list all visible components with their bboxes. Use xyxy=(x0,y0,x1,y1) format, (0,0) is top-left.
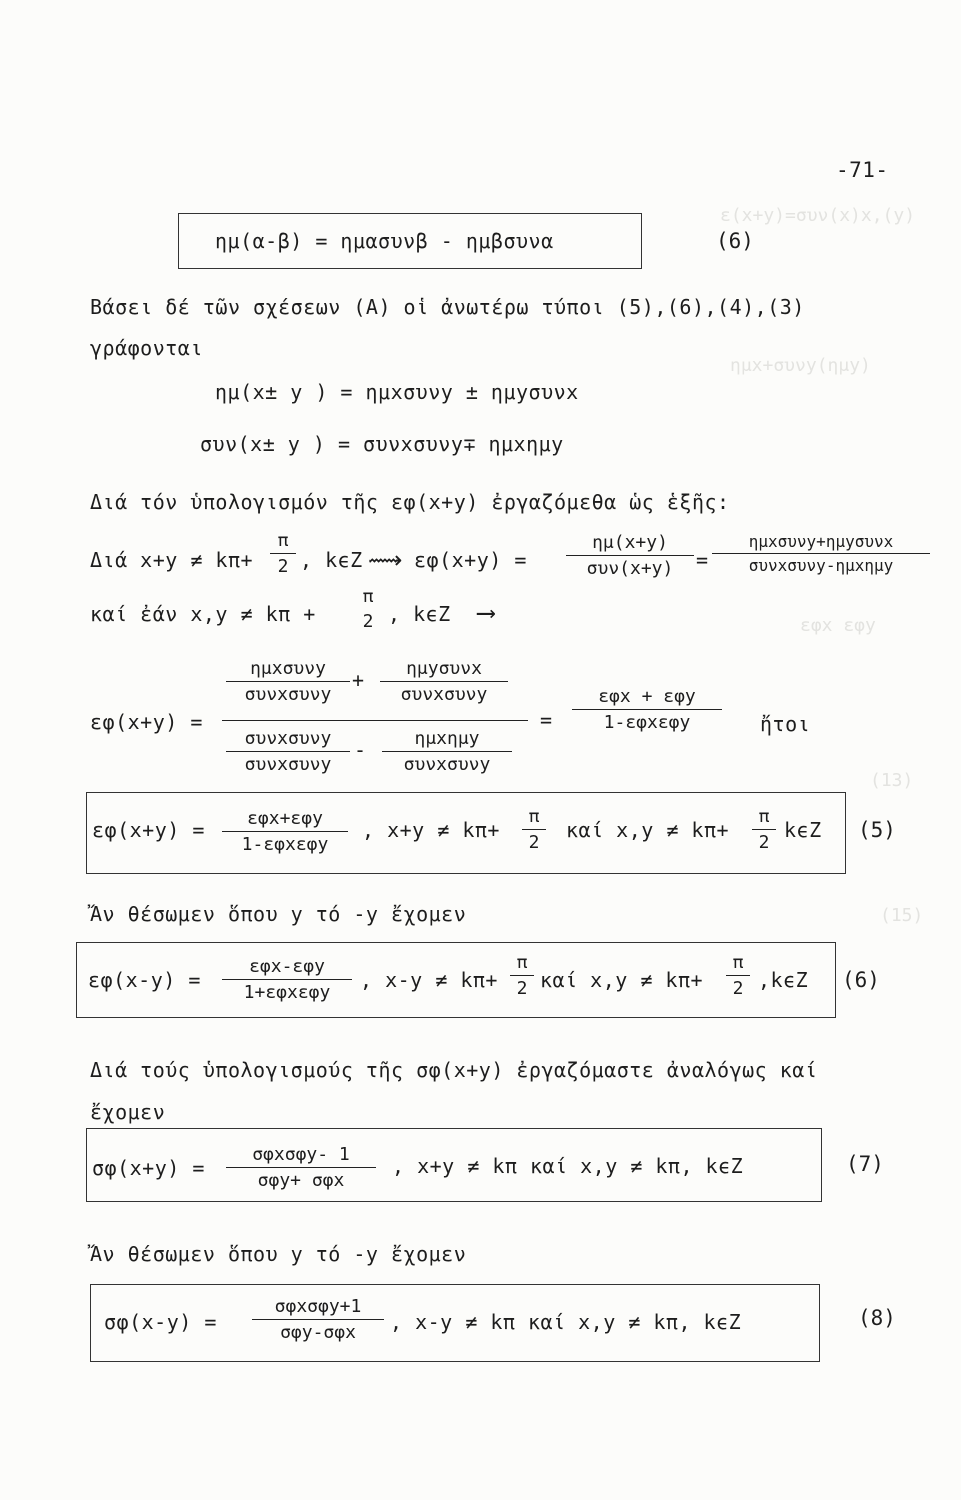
pi-over-two-fraction xyxy=(356,586,380,632)
plus-minus-symbol: ± xyxy=(465,380,479,404)
denominator-term-1 xyxy=(226,728,350,775)
intro-line-2: γράφονται xyxy=(90,336,203,360)
equation-number-6: (6) xyxy=(842,968,880,992)
fraction-denominator: συνxσυνy xyxy=(400,684,488,705)
tangent-calculation-intro: Διά τόν ὑπολογισμόν τῆς εφ(x+y) ἐργαζόμεθα ὡς ἑξῆς: xyxy=(90,490,730,514)
plus-minus-symbol: ± xyxy=(265,380,278,404)
tangent-result-fraction xyxy=(572,686,722,733)
eq6-fraction xyxy=(222,956,352,1003)
sine-over-cosine-fraction xyxy=(566,532,694,579)
fraction-numerator: ημxσυνy+ημyσυνx xyxy=(712,532,930,554)
equation-number-5: (5) xyxy=(858,818,896,842)
cosine-sum-formula xyxy=(200,432,564,456)
fraction-numerator: π xyxy=(726,952,750,976)
condition-1-prefix: Διά x+y ≠ kπ+ xyxy=(90,548,254,572)
fraction-denominator: 2 xyxy=(516,978,528,999)
fraction-numerator: εφx-εφy xyxy=(222,956,352,980)
cosine-sum-lhs: συν(x xyxy=(200,432,263,456)
pi-over-two-fraction xyxy=(522,806,546,853)
eq5-lhs: εφ(x+y) = xyxy=(92,818,205,842)
eq6-lhs: εφ(x-y) = xyxy=(88,968,201,992)
equals-sign: = xyxy=(540,708,553,732)
intro-line-1: Βάσει δέ τῶν σχέσεων (Α) οἱ ἀνωτέρω τύποι (5),(6),(4),(3) xyxy=(90,295,805,319)
plus-sign: + xyxy=(352,668,365,692)
eq5-fraction xyxy=(222,808,348,855)
fraction-numerator: π xyxy=(752,806,776,830)
cotangent-intro-line-2: ἔχομεν xyxy=(90,1100,166,1124)
fraction-denominator: συνxσυνy xyxy=(244,684,332,705)
equation-number-8: (8) xyxy=(858,1306,896,1330)
eq5-condition-a: , x+y ≠ kπ+ xyxy=(362,818,500,842)
fraction-denominator: σφy-σφx xyxy=(280,1322,356,1343)
fraction-numerator: σφxσφy+1 xyxy=(252,1296,384,1320)
pi-over-two-fraction xyxy=(752,806,776,853)
fraction-denominator: 1+εφxεφy xyxy=(243,982,331,1003)
eq8-fraction xyxy=(252,1296,384,1343)
fraction-numerator: ημxημy xyxy=(382,728,512,752)
eq7-lhs: σφ(x+y) = xyxy=(92,1156,205,1180)
pi-over-two-fraction xyxy=(510,952,534,999)
plus-minus-symbol: ± xyxy=(262,432,276,456)
fraction-denominator: συνxσυνy xyxy=(244,754,332,775)
fraction-denominator: 1-εφxεφy xyxy=(603,712,691,733)
fraction-denominator: 2 xyxy=(758,832,770,853)
main-fraction-bar xyxy=(222,720,528,721)
expanded-tangent-fraction xyxy=(712,532,930,575)
fraction-numerator: εφx + εφy xyxy=(572,686,722,710)
formula-sine-difference: ημ(α-β) = ημασυνβ - ημβσυνα xyxy=(215,229,554,253)
cosine-sum-middle: y ) = συνxσυνy xyxy=(275,432,464,456)
fraction-numerator: ημyσυνx xyxy=(380,658,508,682)
minus-plus-symbol: ∓ xyxy=(463,432,476,456)
denominator-term-2 xyxy=(382,728,512,775)
eq5-condition-b: καί x,y ≠ kπ+ xyxy=(566,818,730,842)
document-page: ε(x+y)=συν(x)x,(y) ημx+συνy(ημy) εφx εφy (13) (15) -71- ημ(α-β) = ημασυνβ - ημβσυνα (6) Βάσει δέ τῶν σχέσεων (Α) οἱ ἀνωτέρω τύποι (5),(6),(4),(3) γράφονται ημ(x± y ) = ημxσυνy ± ημyσυνx συν(x± y ) = συνxσυνy∓ ημxημy Διά τόν ὑπολογισμόν τῆς εφ(x+y) ἐργαζόμεθα ὡς ἑξῆς: Διά x+y ≠ kπ+ $\frac{\pi}{2}$ , kϵZ ⟿ εφ(x+y) = ημ(x+y) συν(x+y) = ημxσυνy+ημyσυνx συνxσυνy-ημxημy καί ἐάν x,y ≠ kπ + π 2 , kϵZ ⟶ εφ(x+y) = ημxσυνy συνxσυνy + ημyσυνx συνxσυνy συνxσυνy συνxσυνy - ημxημy συνxσυνy = εφx + εφy 1-εφxεφy ἤτοι εφ(x+y) = εφx+εφy 1-εφxεφy , x+y ≠ kπ+ $\frac{\pi}{2}$ καί x,y ≠ kπ+ $\frac{\pi}{2}$ kϵZ (5) Ἄν θέσωμεν ὅπου y τό -y ἔχομεν εφ(x-y) = εφx-εφy 1+εφxεφy , x-y ≠ kπ+ $\frac{\pi}{2}$ καί x,y ≠ kπ+ $\frac{\pi}{2}$ ,kϵZ (6) Διά τούς ὑπολογισμούς τῆς σφ(x+y) ἐργαζόμαστε ἀναλόγως καί ἔχομεν σφ(x+y) = σφxσφy- 1 σφy+ σφx , x+y ≠ kπ καί x,y ≠ kπ, kϵZ (7) Ἄν θέσωμεν ὅπου y τό -y ἔχομεν σφ(x-y) = σφxσφy+1 σφy-σφx , x-y ≠ kπ καί x,y ≠ kπ, kϵZ (8) xyxy=(0,0,961,1500)
arrow-icon: ⟿ xyxy=(368,546,403,574)
fraction-denominator: σφy+ σφx xyxy=(257,1170,345,1191)
eq6-condition-a: , x-y ≠ kπ+ xyxy=(360,968,498,992)
sine-sum-middle: y ) = ημxσυνy xyxy=(277,380,466,404)
fraction-denominator: 2 xyxy=(277,556,289,577)
eq7-fraction xyxy=(226,1144,376,1191)
eq6-condition-b: καί x,y ≠ kπ+ xyxy=(540,968,704,992)
eq7-condition: , x+y ≠ kπ καί x,y ≠ kπ, kϵZ xyxy=(392,1154,744,1178)
cotangent-intro-line-1: Διά τούς ὑπολογισμούς τῆς σφ(x+y) ἐργαζόμαστε ἀναλόγως καί xyxy=(90,1058,818,1082)
condition-2-kz: , kϵZ xyxy=(388,602,451,626)
big-fraction-lhs: εφ(x+y) = xyxy=(90,710,203,734)
pi-over-two-fraction xyxy=(726,952,750,999)
eq8-lhs: σφ(x-y) = xyxy=(104,1310,217,1334)
sine-sum-formula xyxy=(215,380,579,404)
minus-sign: - xyxy=(354,738,367,762)
sine-sum-lhs: ημ(x xyxy=(215,380,266,404)
word-itoi: ἤτοι xyxy=(760,712,811,736)
condition-2-prefix: καί ἐάν x,y ≠ kπ + xyxy=(90,602,316,626)
fraction-numerator: π xyxy=(270,530,296,554)
numerator-term-1 xyxy=(226,658,350,705)
fraction-denominator: 2 xyxy=(732,978,744,999)
fraction-numerator: εφx+εφy xyxy=(222,808,348,832)
condition-1-tangent: εφ(x+y) = xyxy=(414,548,527,572)
page-number: -71- xyxy=(836,158,889,182)
equation-number-7: (7) xyxy=(846,1152,884,1176)
equation-number-6a: (6) xyxy=(716,229,754,253)
fraction-denominator: συνxσυνy-ημxημy xyxy=(748,556,894,575)
arrow-icon: ⟶ xyxy=(478,598,495,628)
condition-1-kz: , kϵZ xyxy=(300,548,363,572)
fraction-numerator: ημ(x+y) xyxy=(566,532,694,556)
fraction-numerator: π xyxy=(510,952,534,976)
fraction-denominator: 2 xyxy=(528,832,540,853)
pi-over-two-fraction xyxy=(270,530,296,577)
fraction-numerator: σφxσφy- 1 xyxy=(226,1144,376,1168)
substitution-line-1: Ἄν θέσωμεν ὅπου y τό -y ἔχομεν xyxy=(90,902,467,926)
numerator-term-2 xyxy=(380,658,508,705)
eq6-kz: ,kϵZ xyxy=(758,968,809,992)
fraction-denominator: συν(x+y) xyxy=(586,558,674,579)
cosine-sum-rhs: ημxημy xyxy=(475,432,564,456)
eq5-kz: kϵZ xyxy=(784,818,822,842)
substitution-line-2: Ἄν θέσωμεν ὅπου y τό -y ἔχομεν xyxy=(90,1242,467,1266)
fraction-numerator: ημxσυνy xyxy=(226,658,350,682)
fraction-numerator: π xyxy=(362,586,374,607)
eq8-condition: , x-y ≠ kπ καί x,y ≠ kπ, kϵZ xyxy=(390,1310,742,1334)
fraction-denominator: 2 xyxy=(362,611,374,632)
fraction-numerator: π xyxy=(522,806,546,830)
equals-sign: = xyxy=(696,548,709,572)
sine-sum-rhs: ημyσυνx xyxy=(478,380,579,404)
fraction-denominator: συνxσυνy xyxy=(403,754,491,775)
fraction-denominator: 1-εφxεφy xyxy=(241,834,329,855)
fraction-numerator: συνxσυνy xyxy=(226,728,350,752)
